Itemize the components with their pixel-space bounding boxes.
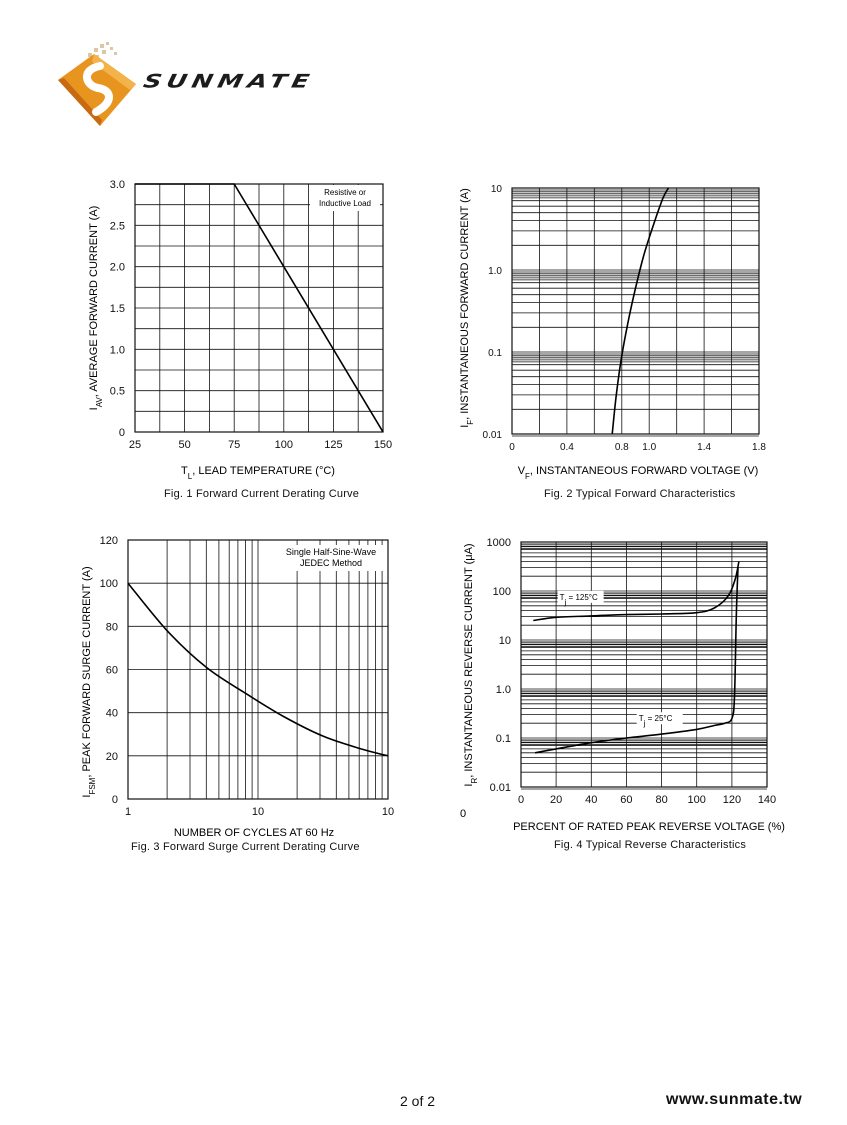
page-number: 2 of 2 (400, 1093, 436, 1109)
fig2-grid (512, 188, 759, 436)
fig4-origin-label: 0 (460, 808, 467, 820)
fig3-grid (128, 540, 388, 799)
website-url: www.sunmate.tw (666, 1091, 803, 1108)
fig1-annotation-line: Resistive or (324, 188, 366, 197)
fig4-ytick-label: 0.1 (495, 733, 511, 745)
fig1-caption: Fig. 1 Forward Current Derating Curve (164, 488, 360, 500)
fig3-panel (0, 520, 420, 865)
fig2-xtick-label: 0.4 (559, 442, 574, 453)
fig4-chart (420, 520, 847, 840)
fig1-xlabel: $T_L$, LEAD TEMPERATURE (°C) (181, 465, 335, 481)
fig3-chart (0, 520, 420, 840)
fig3-ytick-label: 20 (105, 750, 118, 763)
fig2-xlabel: $V_F$, INSTANTANEOUS FORWARD VOLTAGE (V) (517, 465, 759, 481)
fig2-xtick-label: 0.8 (614, 442, 629, 453)
fig1-ytick-label: 1.5 (109, 303, 125, 315)
fig3-ytick-label: 0 (111, 794, 118, 806)
fig1-grid (135, 184, 383, 432)
fig4-series-label-0: $T_j = 125^\circ C$ (559, 592, 598, 607)
fig1-xtick-label: 125 (324, 439, 343, 451)
fig4-xtick-label: 140 (757, 794, 777, 806)
fig4-series-label-1: $T_j = 25^\circ C$ (638, 714, 673, 728)
fig4-ytick-label: 1000 (486, 537, 511, 549)
fig4-xtick-label: 120 (722, 794, 742, 806)
fig3-annotation-line: Single Half-Sine-Wave (285, 547, 377, 557)
fig4-ytick-label: 10 (498, 635, 511, 647)
fig4-ytick-label: 0.01 (489, 782, 511, 794)
fig2-frame (512, 188, 759, 434)
fig3-xtick-label: 1 (124, 806, 132, 818)
fig1-tick-labels (110, 179, 392, 451)
fig2-ytick-label: 10 (490, 184, 502, 195)
fig4-xtick-label: 80 (655, 794, 668, 806)
fig2-xtick-label: 1.0 (642, 442, 657, 453)
fig1-panel (0, 160, 420, 520)
fig3-ytick-label: 120 (99, 535, 118, 547)
fig2-chart (420, 160, 847, 490)
fig3-xtick-label: 10 (381, 806, 395, 818)
fig4-xtick-label: 40 (585, 794, 598, 806)
fig1-ytick-label: 3.0 (109, 179, 125, 191)
fig3-xlabel: NUMBER OF CYCLES AT 60 Hz (173, 827, 335, 839)
fig4-ytick-label: 100 (492, 586, 511, 598)
fig2-caption: Fig. 2 Typical Forward Characteristics (544, 488, 736, 500)
fig1-xtick-label: 25 (128, 439, 142, 451)
fig3-caption: Fig. 3 Forward Surge Current Derating Curve (131, 841, 360, 853)
fig2-xtick-label: 1.4 (697, 442, 712, 453)
fig4-grid (521, 542, 767, 789)
fig3-annotation-line: JEDEC Method (299, 558, 363, 568)
fig2-tick-labels (483, 184, 767, 453)
brand-name: SUNMATE (141, 70, 317, 92)
fig2-ytick-label: 1.0 (488, 266, 502, 277)
fig3-tick-labels (100, 535, 394, 818)
fig4-xtick-label: 20 (549, 794, 563, 806)
fig1-ylabel: $I_{AV}$, AVERAGE FORWARD CURRENT (A) (88, 205, 104, 411)
fig2-ytick-label: 0.01 (482, 430, 502, 441)
fig1-annotation (310, 185, 380, 211)
fig2-series-line-0 (612, 188, 668, 434)
fig4-xtick-label: 100 (687, 794, 706, 806)
fig2-xtick-label: 0 (509, 442, 515, 453)
fig4-xtick-label: 60 (620, 794, 633, 806)
fig3-ytick-label: 80 (105, 621, 118, 634)
fig1-ytick-label: 2.5 (109, 220, 125, 233)
fig3-annotation (279, 545, 383, 571)
fig3-ytick-label: 40 (105, 707, 118, 720)
fig4-caption: Fig. 4 Typical Reverse Characteristics (554, 839, 747, 851)
fig4-frame (521, 542, 767, 787)
fig4-xtick-label: 0 (517, 794, 525, 806)
fig1-xtick-label: 100 (274, 439, 293, 451)
fig1-xtick-label: 50 (178, 439, 191, 451)
fig1-ytick-label: 0.5 (109, 385, 125, 398)
logo-emblem (58, 54, 136, 126)
fig1-annotation-line: Inductive Load (318, 199, 372, 208)
fig1-xtick-label: 75 (228, 439, 241, 451)
fig1-xtick-label: 150 (373, 439, 393, 451)
fig4-panel (420, 520, 847, 865)
fig4-tick-labels (487, 537, 777, 806)
fig1-ytick-label: 2.0 (109, 261, 125, 274)
fig1-ytick-label: 0 (118, 427, 125, 439)
fig1-ytick-label: 1.0 (109, 344, 125, 357)
fig3-ylabel: $I_{FSM}$, PEAK FORWARD SURGE CURRENT (A) (81, 566, 97, 798)
fig3-xtick-label: 10 (251, 806, 265, 818)
fig4-ylabel: $I_R$, INSTANTANEOUS REVERSE CURRENT (μA) (463, 543, 479, 787)
fig4-ytick-label: 1.0 (495, 684, 511, 696)
fig3-ytick-label: 100 (99, 578, 118, 591)
fig2-panel (420, 160, 847, 520)
fig2-ytick-label: 0.1 (488, 348, 502, 359)
fig2-ylabel: $I_F$, INSTANTANEOUS FORWARD CURRENT (A) (459, 188, 475, 428)
fig3-ytick-label: 60 (105, 664, 118, 677)
fig1-chart (0, 160, 420, 490)
fig4-xlabel: PERCENT OF RATED PEAK REVERSE VOLTAGE (%) (513, 821, 785, 833)
fig2-xtick-label: 1.8 (752, 442, 766, 453)
